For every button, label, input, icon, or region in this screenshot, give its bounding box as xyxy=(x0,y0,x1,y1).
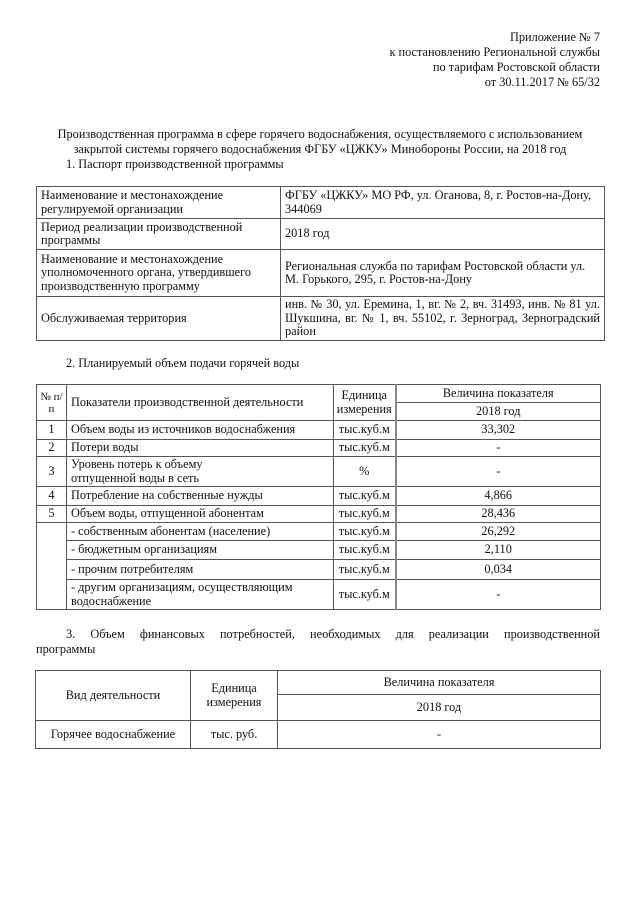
section-3-heading xyxy=(36,627,600,657)
row-indicator: - прочим потребителям xyxy=(67,560,334,580)
table-row xyxy=(37,250,605,297)
passport-value: ФГБУ «ЦЖКУ» МО РФ, ул. Оганова, 8, г. Ростов-на-Дону, 344069 xyxy=(281,187,605,219)
row-indicator: Объем воды из источников водоснабжения xyxy=(67,421,334,440)
table-row xyxy=(37,187,605,219)
row-num: 5 xyxy=(37,506,67,523)
table-row xyxy=(37,487,601,506)
row-unit: тыс.куб.м xyxy=(334,440,396,457)
passport-label: Наименование и местонахождение регулируемой организации xyxy=(37,187,281,219)
water-supply-table xyxy=(36,384,601,610)
appendix-header xyxy=(389,30,600,90)
row-num: 2 xyxy=(37,440,67,457)
passport-label: Наименование и местонахождение уполномоченного органа, утвердившего производственную программу xyxy=(37,250,281,297)
row-num xyxy=(37,523,67,610)
table-row xyxy=(37,523,601,541)
row-value: 33,302 xyxy=(396,421,601,440)
row-value: 0,034 xyxy=(396,560,601,580)
table-row xyxy=(36,721,601,749)
table-row xyxy=(37,219,605,250)
row-value: - xyxy=(396,440,601,457)
appendix-date: от 30.11.2017 № 65/32 xyxy=(484,75,600,89)
table-row xyxy=(37,297,605,341)
passport-label: Обслуживаемая территория xyxy=(37,297,281,341)
passport-value: 2018 год xyxy=(281,219,605,250)
row-unit: тыс. руб. xyxy=(191,721,278,749)
row-unit: тыс.куб.м xyxy=(334,523,396,541)
col-header-value-group: Величина показателя xyxy=(396,385,601,403)
col-header-activity: Вид деятельности xyxy=(36,671,191,721)
table-row xyxy=(37,440,601,457)
row-indicator: Потребление на собственные нужды xyxy=(67,487,334,506)
row-unit: тыс.куб.м xyxy=(334,580,396,610)
row-unit: тыс.куб.м xyxy=(334,487,396,506)
table-row xyxy=(37,560,601,580)
row-num: 4 xyxy=(37,487,67,506)
row-value: - xyxy=(278,721,601,749)
row-value: 26,292 xyxy=(396,523,601,541)
col-header-year: 2018 год xyxy=(278,695,601,721)
table-row xyxy=(37,457,601,487)
row-unit: тыс.куб.м xyxy=(334,560,396,580)
table-row xyxy=(37,580,601,610)
row-value: 4,866 xyxy=(396,487,601,506)
row-indicator: - собственным абонентам (население) xyxy=(67,523,334,541)
section-1-heading: 1. Паспорт производственной программы xyxy=(66,157,284,171)
row-value: 2,110 xyxy=(396,541,601,560)
table-row xyxy=(37,421,601,440)
row-indicator: - бюджетным организациям xyxy=(67,541,334,560)
title-line-2: закрытой системы горячего водоснабжения ФГБУ «ЦЖКУ» Минобороны России, на 2018 год xyxy=(73,142,567,156)
row-value: - xyxy=(396,580,601,610)
passport-value: инв. № 30, ул. Еремина, 1, вг. № 2, вч. 31493, инв. № 81 ул. Шукшина, вг. № 1, вч. 55102, г. Зерноград, Зерноградский район xyxy=(281,297,605,341)
section-3-heading-line-1: 3. Объем финансовых потребностей, необходимых для реализации производственной xyxy=(66,627,600,641)
appendix-number: Приложение № 7 xyxy=(509,30,600,44)
col-header-unit: Единица измерения xyxy=(334,385,396,421)
title-line-1: Производственная программа в сфере горячего водоснабжения, осуществляемого с использованием xyxy=(57,127,583,141)
passport-value: Региональная служба по тарифам Ростовской области ул. М. Горького, 295, г. Ростов-на-Дону xyxy=(281,250,605,297)
passport-label: Период реализации производственной программы xyxy=(37,219,281,250)
row-indicator: Уровень потерь к объему отпущенной воды в сеть xyxy=(67,457,334,487)
section-2-heading: 2. Планируемый объем подачи горячей воды xyxy=(66,356,300,370)
row-unit: тыс.куб.м xyxy=(334,506,396,523)
row-value: 28,436 xyxy=(396,506,601,523)
document-title xyxy=(30,127,610,157)
row-unit: тыс.куб.м xyxy=(334,541,396,560)
section-3-heading-line-2: программы xyxy=(36,642,96,656)
financial-needs-table xyxy=(35,670,601,749)
row-num: 1 xyxy=(37,421,67,440)
row-value: - xyxy=(396,457,601,487)
passport-table xyxy=(36,186,605,341)
row-unit: тыс.куб.м xyxy=(334,421,396,440)
col-header-unit: Единица измерения xyxy=(191,671,278,721)
table-header-row xyxy=(37,385,601,403)
row-indicator: Потери воды xyxy=(67,440,334,457)
row-indicator: - другим организациям, осуществляющим водоснабжение xyxy=(67,580,334,610)
table-row xyxy=(37,506,601,523)
row-num: 3 xyxy=(37,457,67,487)
appendix-decree: к постановлению Региональной службы xyxy=(389,45,600,59)
row-activity: Горячее водоснабжение xyxy=(36,721,191,749)
col-header-year: 2018 год xyxy=(396,403,601,421)
col-header-indicator: Показатели производственной деятельности xyxy=(67,385,334,421)
appendix-authority: по тарифам Ростовской области xyxy=(432,60,600,74)
col-header-num: № п/п xyxy=(37,385,67,421)
row-indicator: Объем воды, отпущенной абонентам xyxy=(67,506,334,523)
col-header-value-group: Величина показателя xyxy=(278,671,601,695)
row-unit: % xyxy=(334,457,396,487)
table-row xyxy=(37,541,601,560)
table-header-row xyxy=(36,671,601,695)
